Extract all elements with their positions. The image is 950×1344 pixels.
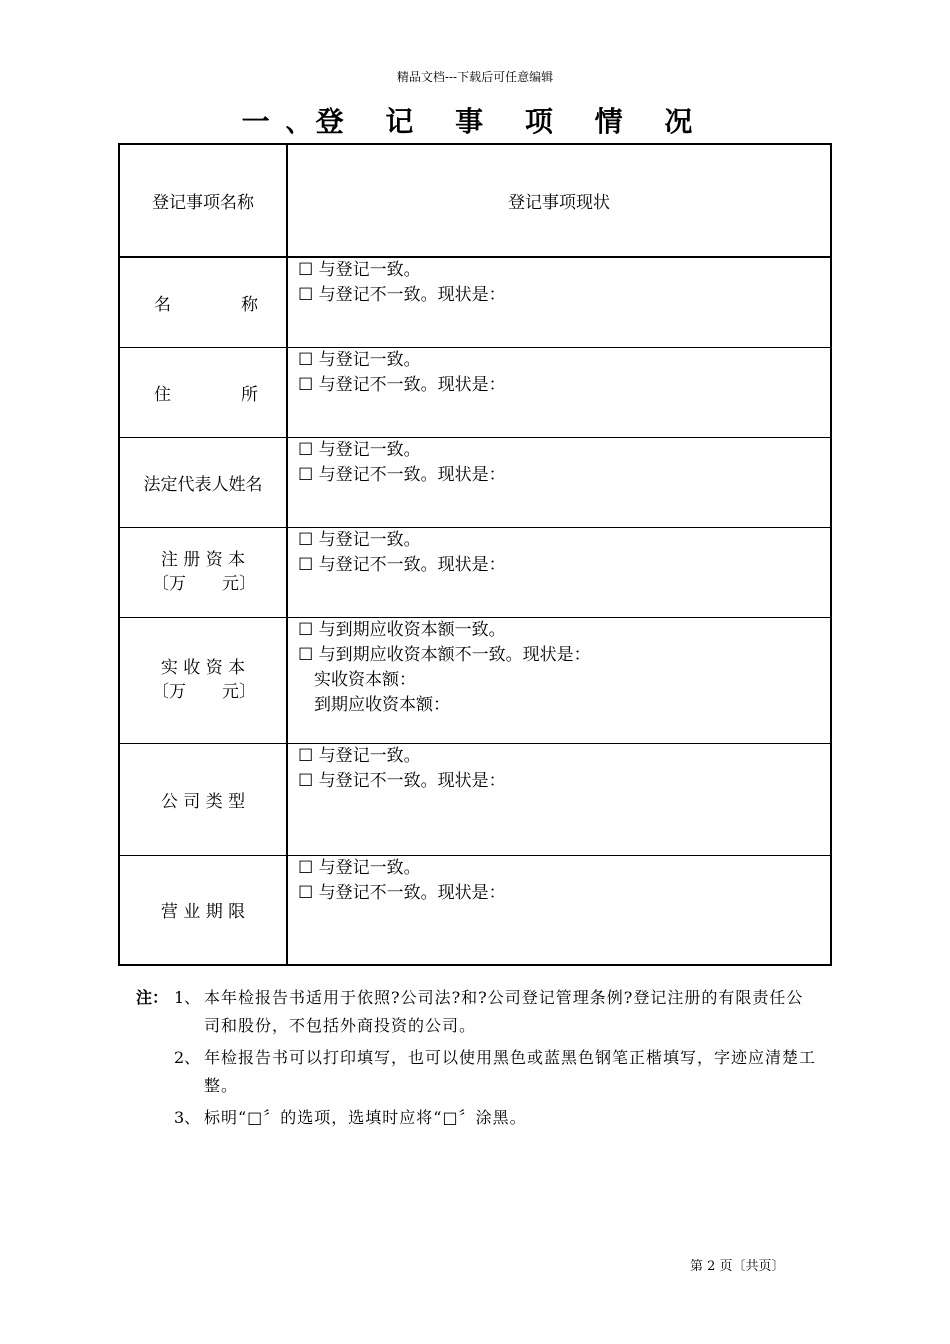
row-label-address [119,347,287,437]
row-label-name [119,257,287,347]
note-item [136,1044,816,1100]
option-inconsistent[interactable]: ☐ 与登记不一致。现状是： [298,882,506,903]
row-label-legal-rep: 法定代表人姓名 [119,437,287,527]
note-item [136,1104,816,1132]
row-label-line: 实 收 资 本 [160,658,246,678]
option-inconsistent[interactable]: ☐ 与登记不一致。现状是： [298,374,506,395]
option-inconsistent[interactable]: ☐ 与登记不一致。现状是： [298,770,506,791]
option-consistent[interactable]: ☐ 与登记一致。 [298,260,421,280]
column-header-name: 登记事项名称 [119,144,287,257]
row-label-part: 所 [241,384,258,405]
unit-part: 元〕 [222,682,256,702]
option-inconsistent[interactable]: ☐ 与登记不一致。现状是： [298,464,506,485]
table-row [119,527,831,617]
unit-part: 元〕 [222,574,256,594]
page-title: 一､登 记 事 项 情 况 [241,105,709,138]
notes-section [136,984,816,1136]
note-text: 标明“□〞的选项，选填时应将“□〞涂黑。 [204,1108,527,1127]
row-status-cell [287,743,831,855]
notes-label: 注： [136,988,169,1007]
row-label-line: 注 册 资 本 [160,550,246,570]
note-text: 本年检报告书适用于依照?公司法?和?公司登记管理条例?登记注册的有限责任公司和股份，不包括外商投资的公司。 [204,988,804,1035]
option-consistent[interactable]: ☐ 与登记一致。 [298,745,421,766]
note-number: 3、 [174,1108,201,1127]
header-note: 精品文档---下载后可任意编辑 [396,70,554,84]
option-consistent[interactable]: ☐ 与登记一致。 [298,529,421,550]
row-label-company-type: 公 司 类 型 [119,743,287,855]
note-number: 1、 [174,988,201,1007]
row-label-part: 住 [154,384,171,405]
option-inconsistent[interactable]: ☐ 与到期应收资本额不一致。现状是： [298,644,591,665]
option-consistent[interactable]: ☐ 与登记一致。 [298,439,421,460]
page-number: 第 2 页〔共页〕 [690,1259,785,1274]
row-label-registered-capital [119,527,287,617]
note-text: 年检报告书可以打印填写，也可以使用黑色或蓝黑色钢笔正楷填写，字迹应清楚工整。 [204,1048,817,1095]
due-capital-amount-label: 到期应收资本额： [314,694,450,715]
option-consistent[interactable]: ☐ 与到期应收资本额一致。 [298,619,506,640]
registration-table [118,143,832,966]
row-label-paid-capital [119,617,287,743]
row-label-part: 名 [154,294,171,315]
table-row [119,257,831,347]
note-item [136,984,816,1040]
row-status-cell [287,527,831,617]
row-status-cell [287,617,831,743]
row-status-cell [287,855,831,965]
row-status-cell [287,257,831,347]
option-inconsistent[interactable]: ☐ 与登记不一致。现状是： [298,554,506,575]
column-header-status: 登记事项现状 [287,144,831,257]
row-status-cell [287,437,831,527]
table-row [119,437,831,527]
table-row [119,855,831,965]
row-label-business-term: 营 业 期 限 [119,855,287,965]
row-label-part: 称 [241,294,258,315]
table-row [119,347,831,437]
row-status-cell [287,347,831,437]
paid-capital-amount-label: 实收资本额： [314,669,416,690]
note-number: 2、 [174,1048,201,1067]
option-consistent[interactable]: ☐ 与登记一致。 [298,349,421,370]
table-row [119,743,831,855]
unit-part: 〔万 [152,682,186,702]
table-row [119,617,831,743]
table-header-row [119,144,831,257]
option-consistent[interactable]: ☐ 与登记一致。 [298,857,421,878]
option-inconsistent[interactable]: ☐ 与登记不一致。现状是： [298,285,506,305]
unit-part: 〔万 [152,574,186,594]
